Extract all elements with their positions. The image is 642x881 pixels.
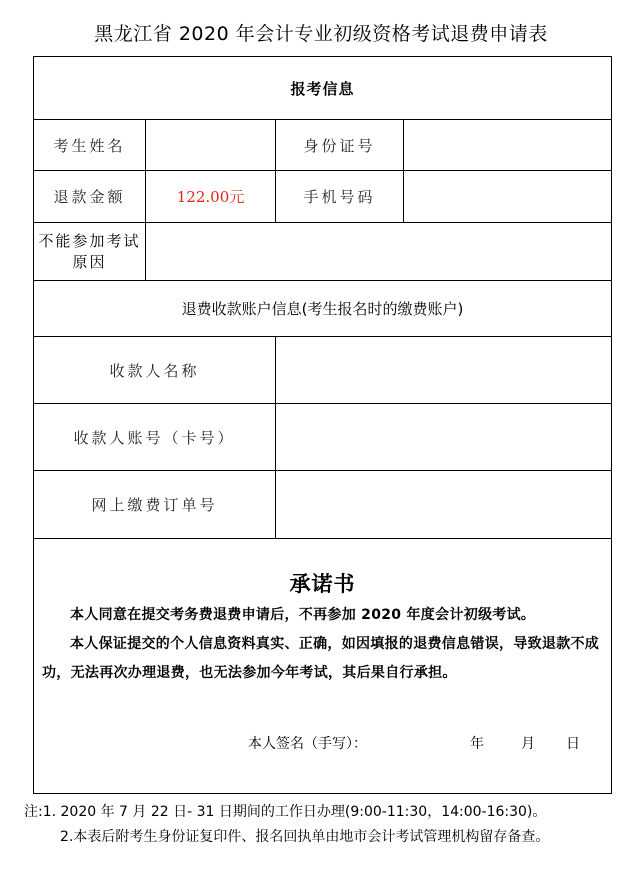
date-month: 月 [521,736,535,752]
notes [24,800,624,850]
refund-amount-label: 退款金额 [34,171,146,223]
refund-form-table [33,56,612,794]
pledge-paragraph-2: 本人保证提交的个人信息资料真实、正确，如因填报的退费信息错误，导致退款不成功，无法再次办理退费，也无法参加今年考试，其后果自行承担。 [42,636,600,681]
note-1: 注:1. 2020 年 7 月 22 日- 31 日期间的工作日办理(9:00-11:30，14:00-16:30)。 [24,804,547,820]
id-number-label: 身份证号 [276,120,404,171]
name-field[interactable] [146,120,276,171]
absence-reason-label: 不能参加考试原因 [34,223,146,281]
exam-info-header: 报考信息 [34,57,612,120]
absence-reason-field[interactable] [146,223,612,281]
note-2: 2.本表后附考生身份证复印件、报名回执单由地市会计考试管理机构留存备查。 [60,829,550,845]
payee-name-field[interactable] [276,337,612,404]
payee-name-label: 收款人名称 [34,337,276,404]
phone-field[interactable] [404,171,612,223]
refund-amount-value: 122.00元 [146,171,276,223]
order-number-field[interactable] [276,471,612,539]
date-day: 日 [566,736,580,752]
signature-line [248,733,580,753]
payee-account-label: 收款人账号（卡号） [34,404,276,471]
id-number-field[interactable] [404,120,612,171]
refund-account-header: 退费收款账户信息(考生报名时的缴费账户) [34,281,612,337]
pledge-title: 承诺书 [289,572,356,596]
pledge-paragraph-1: 本人同意在提交考务费退费申请后，不再参加 2020 年度会计初级考试。 [70,607,536,623]
form-title: 黑龙江省 2020 年会计专业初级资格考试退费申请表 [94,23,548,45]
name-label: 考生姓名 [34,120,146,171]
payee-account-field[interactable] [276,404,612,471]
date-year: 年 [470,736,484,752]
phone-label: 手机号码 [276,171,404,223]
order-number-label: 网上缴费订单号 [34,471,276,539]
pledge-section [34,539,612,794]
signature-label: 本人签名（手写）： [248,736,367,752]
